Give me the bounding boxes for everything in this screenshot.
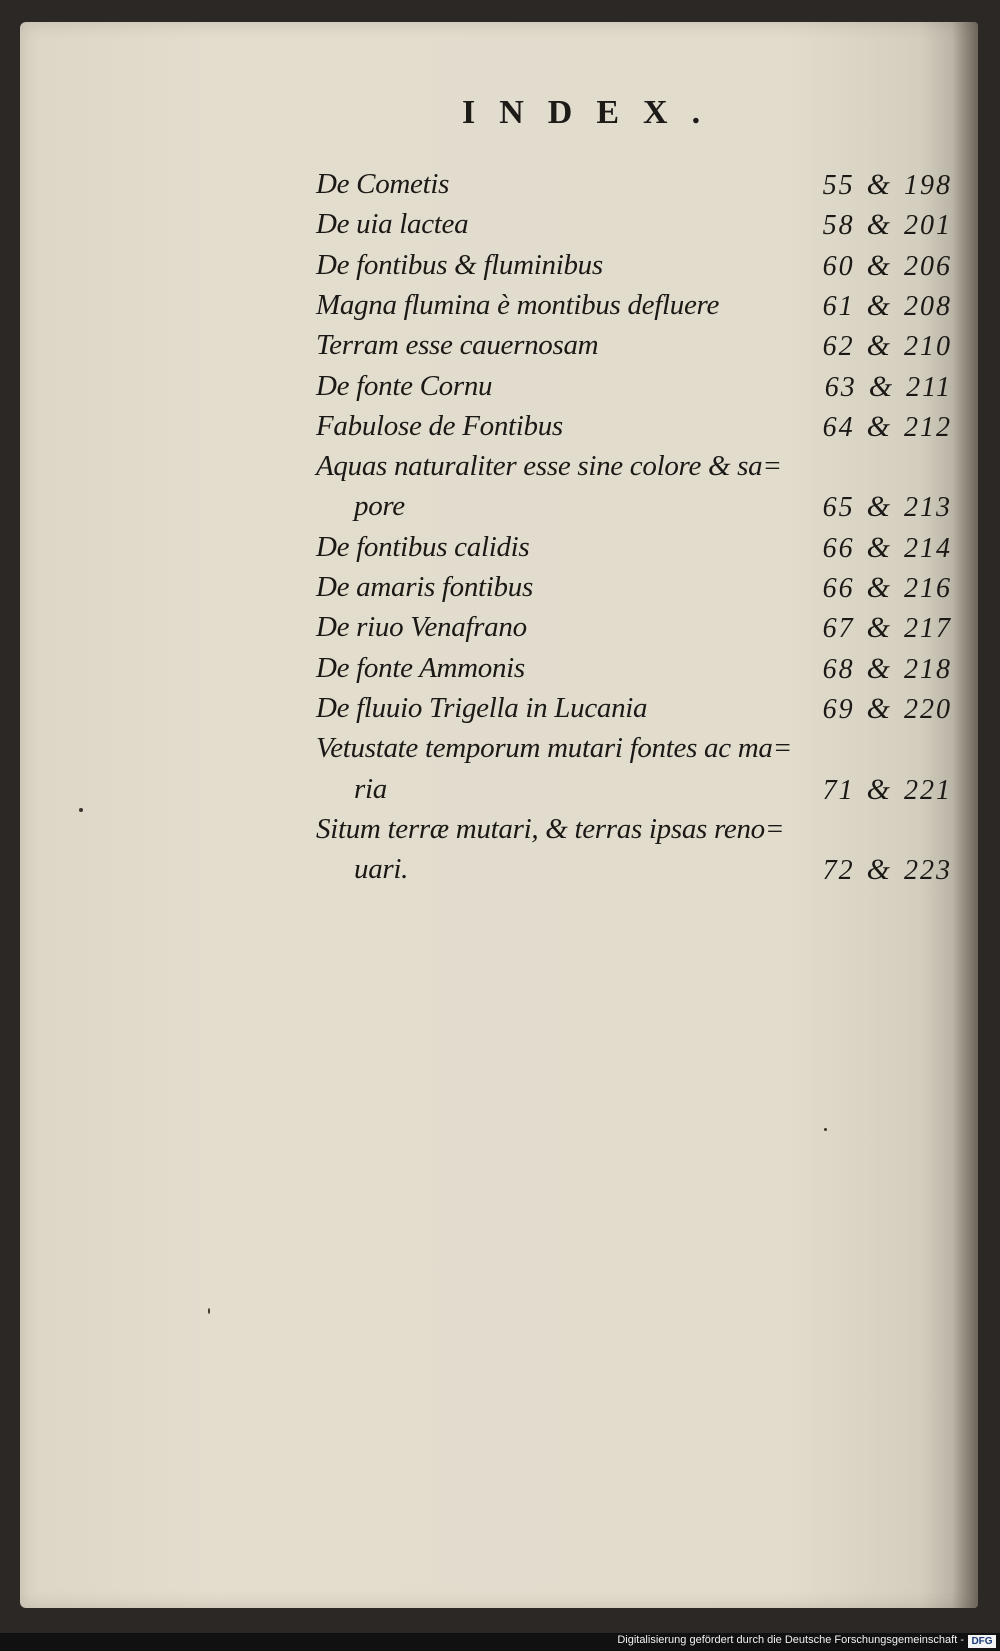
page-ref-second: 218 <box>904 653 952 685</box>
page-ref-first: 65 <box>822 492 855 524</box>
ampersand-glyph: & <box>866 530 892 564</box>
page-speck <box>824 1128 827 1131</box>
page-ref-first: 62 <box>822 331 855 363</box>
ampersand-glyph: & <box>866 409 892 443</box>
index-entry-pages <box>823 329 952 363</box>
page-ref-first: 55 <box>822 170 855 201</box>
page-ref-second: 217 <box>904 613 952 645</box>
index-entry-pages <box>823 773 952 807</box>
page-ref-second: 201 <box>904 210 952 242</box>
ampersand-glyph: & <box>868 369 895 403</box>
index-entry-pages <box>823 289 952 323</box>
index-entry-pages <box>823 611 952 645</box>
index-entry-pages <box>823 531 952 565</box>
index-entry-pages <box>823 208 952 242</box>
page-ref-first: 66 <box>822 532 855 564</box>
index-entry-title: De amaris fontibus <box>316 571 533 603</box>
page-ref-first: 71 <box>822 774 855 806</box>
ampersand-glyph: & <box>866 853 892 887</box>
page-ref-second: 221 <box>904 774 952 806</box>
index-entry-title: De riuo Venafrano <box>316 611 527 644</box>
page-ref-first: 72 <box>822 855 855 887</box>
ampersand-glyph: & <box>866 772 892 806</box>
index-entry-continuation: pore <box>354 490 405 523</box>
page-ref-first: 68 <box>822 653 855 685</box>
ampersand-glyph: & <box>866 208 892 242</box>
index-entry-pages <box>823 652 952 686</box>
page-ref-second: 214 <box>904 532 952 564</box>
page-speck <box>208 1308 210 1314</box>
index-entry-title: De fontibus calidis <box>316 530 530 563</box>
page-ref-first: 60 <box>822 250 855 282</box>
index-entry-title: De fonte Cornu <box>316 369 493 402</box>
index-entry-title: De fontibus & fluminibus <box>316 248 603 281</box>
ampersand-glyph: & <box>866 490 892 524</box>
index-entry-pages <box>823 692 952 726</box>
index-entry-title: Fabulose de Fontibus <box>316 409 563 442</box>
ampersand-glyph: & <box>866 611 892 645</box>
page-ref-second: 211 <box>906 371 952 403</box>
page-speck <box>79 808 83 812</box>
index-entry-title: Magna flumina è montibus defluere <box>316 288 720 321</box>
ampersand-glyph: & <box>866 691 892 725</box>
index-entry-title: De Cometis <box>316 168 450 200</box>
page-ref-first: 64 <box>822 411 855 443</box>
ampersand-glyph: & <box>866 571 892 604</box>
index-entry-continuation: ria <box>354 772 387 805</box>
index-entry-title: Terram esse cauernosam <box>316 329 599 362</box>
page-ref-second: 220 <box>904 693 952 725</box>
page-ref-second: 206 <box>904 250 952 282</box>
page-ref-second: 210 <box>904 331 952 363</box>
ampersand-glyph: & <box>866 651 892 685</box>
ampersand-glyph: & <box>866 288 892 322</box>
page-ref-first: 69 <box>822 693 855 725</box>
page-header: INDEX. <box>462 94 725 131</box>
index-entry-pages <box>823 249 952 283</box>
page-ref-first: 61 <box>822 290 855 322</box>
index-entry-title: De fonte Ammonis <box>316 651 525 684</box>
page-ref-second: 212 <box>904 411 952 443</box>
index-entry-pages <box>823 490 952 524</box>
index-entry-title: Situm terræ mutari, & terras ipsas reno= <box>316 812 785 845</box>
index-entry-title: De uia lactea <box>316 208 469 241</box>
index-entry-pages <box>823 410 952 444</box>
page-ref-second: 216 <box>904 573 952 604</box>
page-ref-first: 66 <box>822 573 855 604</box>
page-ref-second: 208 <box>904 290 952 322</box>
page-ref-first: 58 <box>822 210 855 242</box>
index-entry-pages <box>823 571 952 605</box>
index-entry-pages <box>823 853 952 887</box>
footer-credit: Digitalisierung gefördert durch die Deutsche Forschungsgemeinschaft - <box>617 1634 964 1646</box>
index-entry-title: Vetustate temporum mutari fontes ac ma= <box>316 732 792 765</box>
ampersand-glyph: & <box>866 248 892 282</box>
dfg-logo: DFG <box>968 1635 996 1648</box>
index-entry-title: De fluuio Trigella in Lucania <box>316 691 648 724</box>
ampersand-glyph: & <box>866 329 892 363</box>
index-entry-title: Aquas naturaliter esse sine colore & sa= <box>316 450 782 483</box>
page-ref-second: 223 <box>904 855 952 887</box>
page-ref-first: 67 <box>822 613 855 645</box>
page-ref-second: 213 <box>904 492 952 524</box>
index-entry-continuation: uari. <box>354 853 409 886</box>
page-ref-second: 198 <box>904 170 952 201</box>
page-ref-first: 63 <box>824 371 857 403</box>
ampersand-glyph: & <box>866 168 892 201</box>
index-entry-pages <box>825 370 952 404</box>
index-entry-pages <box>823 168 952 202</box>
